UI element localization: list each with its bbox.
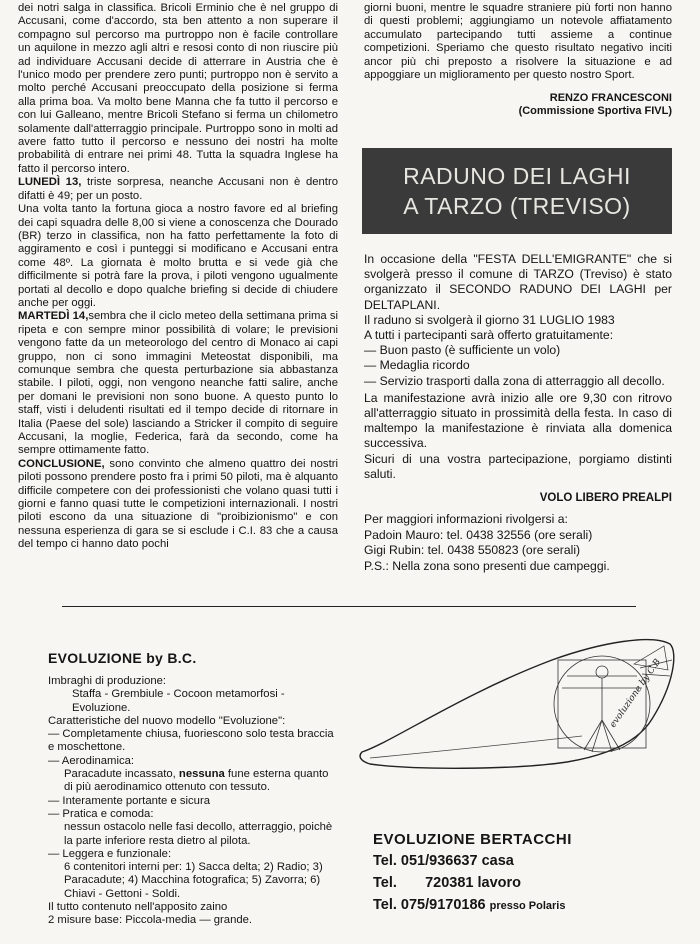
logo-text: evoluzione by C.B (608, 657, 664, 730)
phone-line: Tel. 051/936637 casa (373, 853, 514, 869)
info-contact: Padoin Mauro: tel. 0438 32556 (ore serali) (364, 527, 593, 542)
ad-line: 6 contenitori interni per: 1) Sacca delta; 2) Radio; 3) Paracadute; 4) Macchina fotografica; 5) Zavorra; 6) Chiavi - Gettoni - Soldi. (64, 861, 323, 900)
ad-line: — Interamente portante e sicura (48, 794, 211, 807)
ad-title: EVOLUZIONE by B.C. (48, 650, 197, 666)
info-block (364, 512, 672, 574)
ad-line: Il tutto contenuto nell'apposito zaino (48, 901, 228, 914)
paragraph-intro: dei notri salga in classifica. Bricoli Erminio che è nel gruppo di Accusani, come d'accordo, sta ben attento a non superare il compagno sul percorso ma purtroppo non è facile controllare un aquilone in mezzo agli altri e resosi conto di non riuscire più ad individuare Accusani decide di atterrare in Austria che è l'unico modo per prendere zero punti; purtroppo non è servito a molto perché Accusani preoccupato della posizione si ferma alla prima boa. Va molto bene Manna che fa tutto il percorso e con lui Galleano, mentre Bricoli Stefano si ferma un chilometro solamente dall'atterraggio principale. Purtroppo sono in molti ad avere fatto tutto il percorso e nessuno dei nostri ha molte probabilità di entrare nei primi 48. Tutta la squadra Inglese ha fatto il percorso intero. (18, 2, 338, 175)
raduno-signature: VOLO LIBERO PREALPI (539, 492, 672, 505)
ad-line: nessun ostacolo nelle fasi decollo, atterraggio, poichè la parte inferiore resta dietro al pilota. (64, 821, 333, 847)
ad-line: — Pratica e comoda: (48, 807, 154, 820)
company-name: EVOLUZIONE BERTACCHI (373, 831, 572, 848)
raduno-schedule: La manifestazione avrà inizio alle ore 9,30 con ritrovo all'atterraggio situato in prossimità della festa. In caso di maltempo la manifestazione è rinviata alla domenica successiva. (364, 390, 672, 451)
raduno-banner (362, 148, 672, 234)
author-affiliation: (Commissione Sportiva FIVL) (518, 105, 672, 118)
info-heading: Per maggiori informazioni rivolgersi a: (364, 512, 568, 526)
harness-seam (370, 736, 582, 758)
phone-line: Tel. 720381 lavoro (373, 875, 522, 891)
paragraph-lunedi: LUNEDÌ 13, triste sorpresa, neanche Accusani non è dentro difatti è 49; per un posto. (18, 176, 338, 202)
info-ps: P.S.: Nella zona sono presenti due campeggi. (364, 558, 610, 573)
ad-line: Staffa - Grembiule - Cocoon metamorfosi - Evoluzione. (72, 688, 285, 714)
ad-line: Caratteristiche del nuovo modello "Evoluzione": (48, 714, 286, 727)
raduno-item: — Buon pasto (è sufficiente un volo) (364, 343, 561, 358)
raduno-intro: In occasione della "FESTA DELL'EMIGRANTE" che si svolgerà presso il comune di TARZO (Treviso) è stato organizzato il SECONDO RADUNO DEI LAGHI per DELTAPLANI. (364, 252, 672, 312)
ad-line: 2 misure base: Piccola-media — grande. (48, 914, 253, 927)
ad-line: Imbraghi di produzione: (48, 675, 167, 687)
harness-illustration (352, 624, 682, 774)
article-right-column (364, 2, 672, 118)
phone-line: Tel. 075/9170186 presso Polaris (373, 897, 566, 913)
info-contact: Gigi Rubin: tel. 0438 550823 (ore serali) (364, 543, 581, 557)
article-left-column (18, 2, 338, 552)
raduno-offer: A tutti i partecipanti sarà offerto gratuitamente: (364, 328, 614, 343)
banner-line-2: A TARZO (TREVISO) (403, 193, 631, 219)
raduno-closing: Sicuri di una vostra partecipazione, porgiamo distinti saluti. (364, 451, 672, 481)
ad-description (48, 675, 340, 928)
ad-line: — Leggera e funzionale: (48, 847, 172, 860)
ad-line: — Completamente chiusa, fuoriescono solo testa braccia e moschettone. (48, 728, 334, 754)
raduno-item: — Servizio trasporti dalla zona di atterraggio all decollo. (364, 373, 665, 388)
section-divider (62, 606, 636, 607)
ad-line: — Aerodinamica: (48, 754, 135, 767)
contact-block (373, 830, 683, 917)
raduno-date: Il raduno si svolgerà il giorno 31 LUGLIO 1983 (364, 312, 615, 327)
raduno-item: — Medaglia ricordo (364, 358, 470, 373)
paragraph-martedi: MARTEDÌ 14,sembra che il ciclo meteo della settimana prima si ripeta e con sempre minor possibilità di volare; le previsioni vengono fatte da un meteorologo del centro di Monaco ai capi gruppo, non ci sono immagini Meteostat disponibili, ma comunque sembra che questa perturbazione sia abbastanza stabile. I piloti, oggi, non vengono neanche fatti salire, anche per domani le previsioni non sono buone. A questo punto lo staff, visti i deludenti risultati ed il tempo decide di ritornare in Italia (Paese del sole) lasciando a Stricker il compito di seguire Accusani, la moglie, Federica, farà da secondo, come ha sempre ottimamente fatto. (18, 310, 338, 457)
author-name: RENZO FRANCESCONI (549, 92, 672, 105)
banner-line-1: RADUNO DEI LAGHI (403, 163, 631, 189)
paragraph-continuation: giorni buoni, mentre le squadre straniere più forti non hanno di questi problemi; aggiungiamo un notevole affiatamento accumulato partecipando tutti assieme a continue competizioni. Speriamo che questo risultato negativo inciti ancor più chi preposto a risolvere la situazione e ad appoggiare un miglioramento per questo nostro Sport. (364, 2, 672, 82)
paragraph-fortuna: Una volta tanto la fortuna gioca a nostro favore ed al briefing dei capi squadra delle 8,00 si viene a conoscenza che Dourado (BR) terzo in classifica, non ha fatto perfettamente la foto di aggiramento e così i punteggi si modificano e Accusani entra come 48º. La giornata è molto brutta e si vede già che difficilmente si potrà fare la prova, i piloti vengono ugualmente portati al decollo e dopo qualche briefing si decide di chiudere anche per oggi. (18, 203, 338, 309)
paragraph-conclusione: CONCLUSIONE, sono convinto che almeno quattro dei nostri piloti possono prendere posto fra i primi 50 piloti, ma è alquanto difficile competere con dei professionisti che volano quasi tutti i giorni e fanno quasi tutte le competizioni internazionali. I nostri piloti escono da una situazione di "proibizionismo" e con nessuna esperienza di gara se si esclude i C.I. 83 che a causa del tempo ci hanno dato pochi (18, 457, 338, 551)
ad-line: Paracadute incassato, nessuna fune esterna quanto di più aerodinamico ottenuto con tessuto. (64, 768, 329, 794)
raduno-announcement (364, 252, 672, 505)
